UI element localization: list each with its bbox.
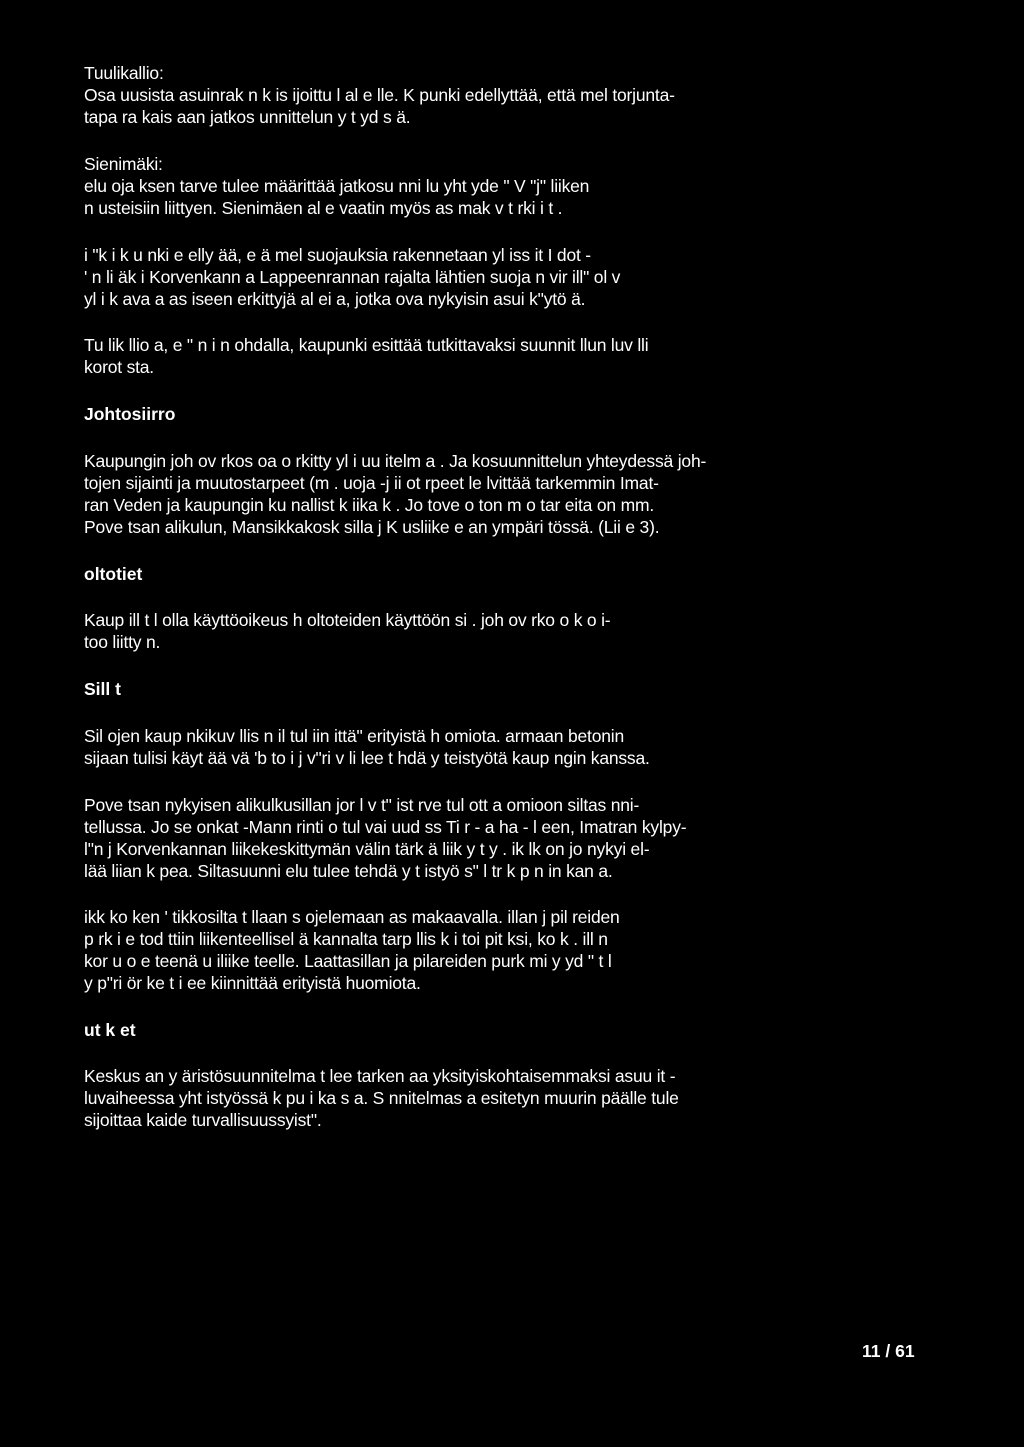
section-heading-sillat: Sill t [84, 679, 121, 699]
text-line: ' n li äk i Korvenkann a Lappeenrannan rajalta lähtien suoja n vir ill" ol v [84, 267, 621, 287]
section-heading-sienimaki: Sienimäki: [84, 154, 163, 174]
text-line: lää liian k pea. Siltasuunni elu tulee tehdä y t istyö s" l tr k p n in kan a. [84, 861, 613, 881]
text-line: n usteisiin liittyen. Sienimäen al e vaatin myös as mak v t rki i t . [84, 198, 563, 218]
text-line: sijaan tulisi käyt ää vä 'b to i j v"ri v li lee t hdä y teistyötä kaup ngin kanssa. [84, 748, 650, 768]
text-line: sijoittaa kaide turvallisuussyist". [84, 1110, 322, 1130]
text-line: l"n j Korvenkannan liikekeskittymän välin tärk ä liik y t y . ik lk on jo nykyi el- [84, 839, 650, 859]
text-line: Osa uusista asuinrak n k is ijoittu l al e lle. K punki edellyttää, että mel torjunta- [84, 85, 675, 105]
text-line: elu oja ksen tarve tulee määrittää jatkosu nni lu yht yde " V "j" liiken [84, 176, 590, 196]
section-heading-tuulikallio: Tuulikallio: [84, 63, 164, 83]
text-line: p rk i e tod ttiin liikenteellisel ä kannalta tarp llis k i toi pit ksi, ko k . ill n [84, 929, 608, 949]
text-line: Sil ojen kaup nkikuv llis n il tul iin ittä" erityistä h omiota. armaan betonin [84, 726, 624, 746]
text-line: luvaiheessa yht istyössä k pu i ka s a. S nnitelmas a esitetyn muurin päälle tule [84, 1088, 679, 1108]
page-number: 11 / 61 [862, 1341, 915, 1361]
text-line: korot sta. [84, 357, 154, 377]
text-line: tojen sijainti ja muutostarpeet (m . uoja -j ii ot rpeet le lvittää tarkemmin Imat- [84, 473, 659, 493]
text-line: Pove tsan alikulun, Mansikkakosk silla j K usliike e an ympäri tössä. (Lii e 3). [84, 517, 660, 537]
text-line: kor u o e teenä u iliike teelle. Laattasillan ja pilareiden purk mi y yd " t l [84, 951, 612, 971]
section-heading-huoltotiet: oltotiet [84, 564, 143, 584]
text-line: Tu lik llio a, e " n i n ohdalla, kaupunki esittää tutkittavaksi suunnit llun luv lli [84, 335, 649, 355]
text-line: Kaup ill t l olla käyttöoikeus h oltoteiden käyttöön si . joh ov rko o k o i- [84, 610, 611, 630]
text-line: tapa ra kais aan jatkos unnittelun y t yd s ä. [84, 107, 411, 127]
text-line: Keskus an y äristösuunnitelma t lee tarken aa yksityiskohtaisemmaksi asuu it - [84, 1066, 676, 1086]
text-line: yl i k ava a as iseen erkittyjä al ei a, jotka ova nykyisin asui k"ytö ä. [84, 289, 586, 309]
text-line: too liitty n. [84, 632, 161, 652]
section-heading-rautakaiteet: ut k et [84, 1020, 136, 1040]
text-line: tellussa. Jo se onkat -Mann rinti o tul vai uud ss Ti r - a ha - l een, Imatran kylpy- [84, 817, 687, 837]
text-line: Kaupungin joh ov rkos oa o rkitty yl i uu itelm a . Ja kosuunnittelun yhteydessä joh- [84, 451, 707, 471]
text-line: Pove tsan nykyisen alikulkusillan jor l v t" ist rve tul ott a omioon siltas nni- [84, 795, 640, 815]
text-line: y p"ri ör ke t i ee kiinnittää erityistä huomiota. [84, 973, 421, 993]
text-line: ikk ko ken ' tikkosilta t llaan s ojelemaan as makaavalla. illan j pil reiden [84, 907, 620, 927]
text-line: i "k i k u nki e elly ää, e ä mel suojauksia rakennetaan yl iss it I dot - [84, 245, 591, 265]
section-heading-johtosiirro: Johtosiirro [84, 404, 176, 424]
text-line: ran Veden ja kaupungin ku nallist k iika k . Jo tove o ton m o tar eita on mm. [84, 495, 654, 515]
